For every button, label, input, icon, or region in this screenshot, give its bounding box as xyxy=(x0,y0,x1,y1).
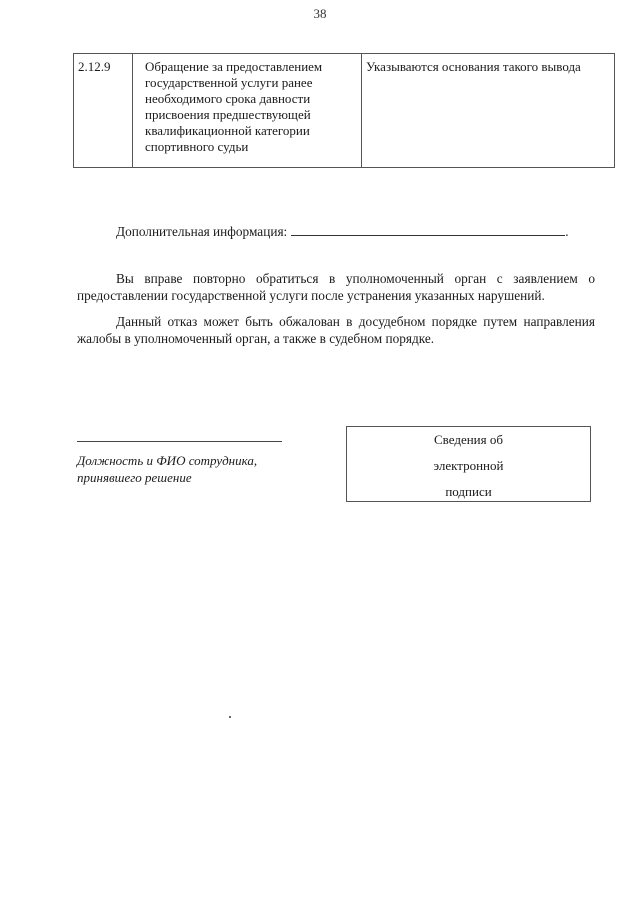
explanation-cell: Указываются основания такого вывода xyxy=(362,54,615,168)
signature-caption xyxy=(77,452,257,486)
appeal-paragraph: Данный отказ может быть обжалован в досудебном порядке путем направления жалобы в уполномоченный орган, а также в судебном порядке. xyxy=(77,314,595,346)
refusal-reasons-table xyxy=(73,53,615,168)
additional-info xyxy=(116,222,569,240)
reapply-paragraph: Вы вправе повторно обратиться в уполномоченный орган с заявлением о предоставлении государственной услуги после устранения указанных нарушений. xyxy=(77,271,595,303)
scan-speck xyxy=(229,716,231,718)
signature-line xyxy=(77,441,282,442)
additional-info-blank-line xyxy=(291,222,565,236)
refusal-ground-cell: Обращение за предоставлением государственной услуги ранее необходимого срока давности присвоения предшествующей квалификационной категории спортивного судьи xyxy=(133,54,362,168)
esign-label-line: Сведения об xyxy=(434,432,503,447)
esign-label-line: подписи xyxy=(445,484,492,499)
item-number-cell: 2.12.9 xyxy=(74,54,133,168)
esign-label-line: электронной xyxy=(433,458,504,473)
additional-info-end: . xyxy=(565,224,569,239)
electronic-signature-box xyxy=(346,426,591,502)
page-number: 38 xyxy=(313,6,327,21)
additional-info-label: Дополнительная информация: xyxy=(116,224,288,239)
table-row xyxy=(74,54,615,168)
signature-caption-line: принявшего решение xyxy=(77,470,192,485)
signature-caption-line: Должность и ФИО сотрудника, xyxy=(77,453,258,468)
